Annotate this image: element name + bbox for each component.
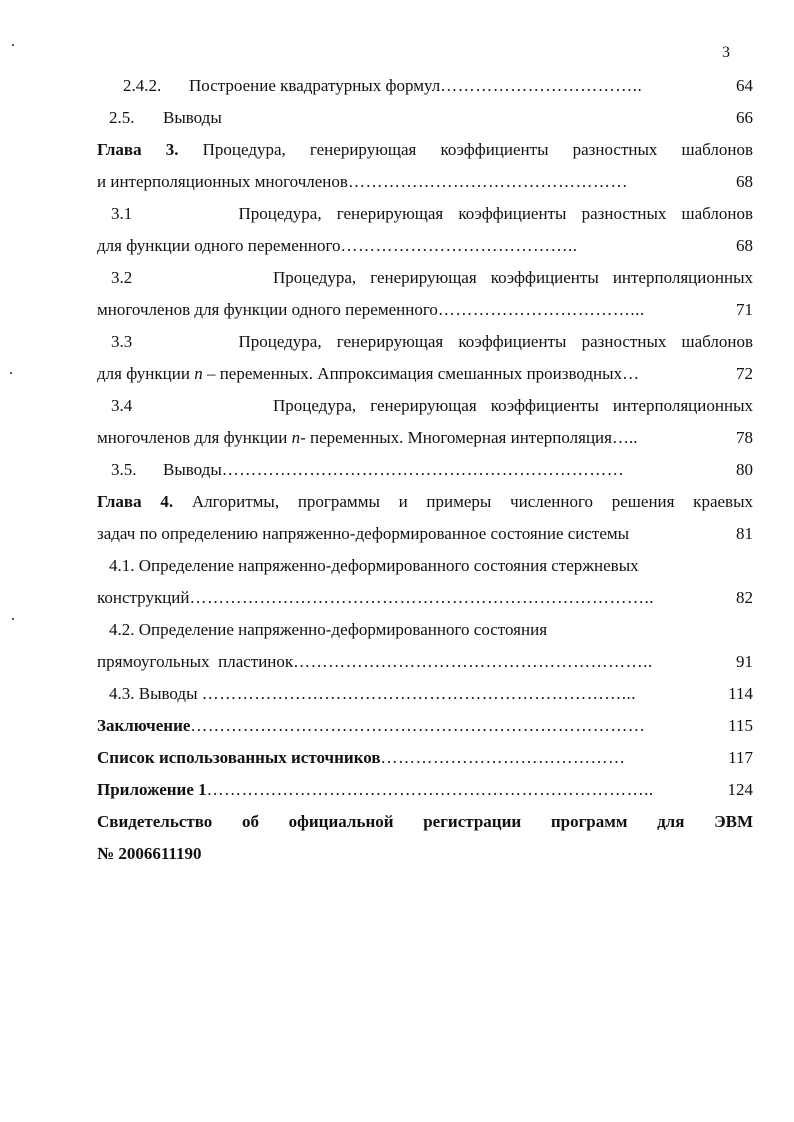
leader-dots: ………………………………….. [340,236,578,255]
leader-dots: ………………………………………… [347,172,628,191]
section-title: Выводы [163,460,222,479]
toc-entry-4-1-cont[interactable] [97,582,753,614]
toc-entry-certificate-cont[interactable] [97,838,753,870]
chapter-title-line1: Алгоритмы, программы и примеры численного решения краевых [191,492,753,511]
section-title-line2: прямоугольных пластинок [97,652,294,671]
toc-entry-3-2-cont[interactable] [97,294,753,326]
page-ref: 80 [736,460,753,479]
toc-entry-3-1[interactable] [97,198,753,230]
page-ref: 115 [728,716,753,735]
toc-entry-4-2[interactable] [97,614,753,646]
section-number: 3.2 [111,268,133,287]
toc-entry-3-5[interactable] [97,454,753,486]
chapter-title-line2: и интерполяционных многочленов [97,172,348,191]
toc-entry-3-2[interactable] [97,262,753,294]
chapter-label: Глава 4. [97,492,174,511]
toc-entry-3-3-cont[interactable] [97,358,753,390]
section-title: 4.3. Выводы [109,684,198,703]
section-number: 3.5. [111,460,137,479]
scan-mark [10,372,12,374]
page-number: 3 [722,44,730,61]
leader-dots: ……………………………... [437,300,645,319]
chapter-label: Глава 3. [97,140,179,159]
section-title-line1: 4.1. Определение напряженно-деформированного состояния стержневых [109,556,639,575]
leader-dots: …………………………………………………………… [221,460,625,479]
toc-entry-conclusion[interactable] [97,710,753,742]
chapter-title-line1: Процедура, генерирующая коэффициенты разностных шаблонов [202,140,753,159]
toc-entry-2-4-2[interactable] [97,70,753,102]
page-ref: 117 [728,748,753,767]
chapter-title-line2: задач по определению напряженно-деформированное состояние системы [97,524,630,543]
section-title-line2a: многочленов для функции [97,428,288,447]
section-title-line1: 4.2. Определение напряженно-деформированного состояния [109,620,548,639]
section-number: 3.3 [111,332,133,351]
leader-dots: …………………………………… [380,748,626,767]
toc-entry-references[interactable] [97,742,753,774]
leader-dots: …………………………………………………………………… [190,716,646,735]
leader-dots: …………………………………………………………………….. [189,588,655,607]
section-title: Построение квадратурных формул [189,76,441,95]
section-number: 3.4 [111,396,133,415]
section-title-line1: Процедура, генерирующая коэффициенты интерполяционных [272,396,753,415]
section-title: Выводы [163,108,222,127]
section-number: 3.1 [111,204,133,223]
toc-entry-chapter-4[interactable] [97,486,753,518]
toc-entry-chapter-3[interactable] [97,134,753,166]
section-title-line1: Процедура, генерирующая коэффициенты разностных шаблонов [238,332,753,351]
toc-entry-4-1[interactable] [97,550,753,582]
toc-entry-3-1-cont[interactable] [97,230,753,262]
variable-n: n [291,428,301,447]
page-ref: 66 [736,108,753,127]
section-title-line2b: - переменных. Многомерная интерполяция….. [300,428,638,447]
toc-entry-4-2-cont[interactable] [97,646,753,678]
toc-entry-certificate[interactable] [97,806,753,838]
section-number: 2.4.2. [123,76,162,95]
page-ref: 64 [736,76,753,95]
certificate-number: № 2006611190 [97,844,202,863]
page-ref: 114 [728,684,753,703]
toc-entry-appendix-1[interactable] [97,774,753,806]
page-ref: 78 [736,428,753,447]
toc-entry-chapter-4-cont[interactable] [97,518,753,550]
section-title-line2a: для функции [97,364,190,383]
section-title-line1: Процедура, генерирующая коэффициенты интерполяционных [272,268,753,287]
leader-dots: …………………………………………………….. [293,652,653,671]
leader-dots: ………………………………………………………………... [201,684,637,703]
section-title-line2: многочленов для функции одного переменного [97,300,438,319]
certificate-title-line1: Свидетельство об официальной регистрации программ для ЭВМ [97,812,753,831]
leader-dots: ………………………………………………………………….. [206,780,654,799]
page-ref: 124 [727,780,753,799]
section-title-line2b: – переменных. Аппроксимация смешанных производных… [206,364,640,383]
page-ref: 68 [736,172,753,191]
scan-mark [12,618,14,620]
section-title: Заключение [97,716,191,735]
section-title-line2: конструкций [97,588,190,607]
variable-n: n [194,364,203,383]
scan-mark [12,44,14,46]
toc-entry-2-5[interactable] [97,102,753,134]
page-ref: 82 [736,588,753,607]
toc-entry-3-4[interactable] [97,390,753,422]
page-ref: 81 [736,524,753,543]
page-ref: 72 [736,364,753,383]
page-ref: 68 [736,236,753,255]
toc-entry-3-3[interactable] [97,326,753,358]
section-title-line1: Процедура, генерирующая коэффициенты разностных шаблонов [238,204,753,223]
toc-entry-chapter-3-cont[interactable] [97,166,753,198]
section-number: 2.5. [109,108,135,127]
toc-entry-4-3[interactable] [97,678,753,710]
page-ref: 91 [736,652,753,671]
table-of-contents [97,70,753,870]
toc-entry-3-4-cont[interactable] [97,422,753,454]
page-ref: 71 [736,300,753,319]
section-title: Приложение 1 [97,780,207,799]
leader-dots: …………………………….. [440,76,643,95]
section-title: Список использованных источников [97,748,381,767]
section-title-line2: для функции одного переменного [97,236,341,255]
